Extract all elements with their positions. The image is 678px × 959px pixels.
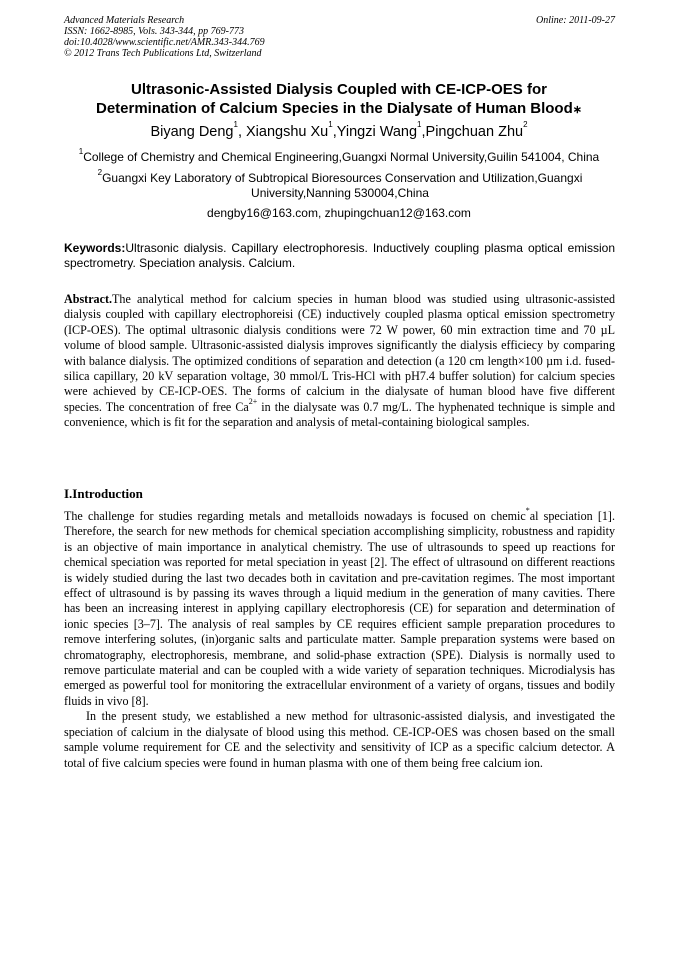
author-affiliation-sup: 1	[417, 120, 422, 129]
paragraph	[64, 506, 615, 709]
affiliation-text: College of Chemistry and Chemical Engineering,Guangxi Normal University,Guilin 541004, China	[83, 150, 600, 164]
keywords-text: Ultrasonic dialysis. Capillary electrophoresis. Inductively coupling plasma optical emission spectrometry. Speciation analysis. Calcium.	[64, 241, 615, 270]
journal-header	[64, 15, 615, 59]
author-affiliation-sup: 1	[328, 120, 333, 129]
abstract-section	[64, 292, 615, 431]
author-name: Xiangshu Xu	[246, 124, 329, 140]
affiliation-2	[70, 168, 610, 201]
abstract-text: The analytical method for calcium species in human blood was studied using ultrasonic-assisted dialysis coupled with capillary electrophoreisi (CE) inductively coupled plasma optical emission spectrometry (ICP-OES). The optimal ultrasonic dialysis conditions were 72 W power, 60 min extraction time and 70 µL volume of blood sample. Ultrasonic-assisted dialysis improves significantly the dialysis efficiecy by comparing with balance dialysis. The optimized conditions of separation and detection (a 120 cm length×100 µm i.d. fused-silica capillary, 20 kV separation voltage, 30 mmol/L Tris-HCl with pH7.4 buffer solution) for calcium species were achieved by CE-ICP-OES. The forms of calcium in the dialysate of human blood have five different species. The concentration of free Ca	[64, 292, 615, 414]
online-date: Online: 2011-09-27	[536, 15, 615, 26]
section-heading: I.Introduction	[64, 486, 143, 501]
keywords-section	[64, 241, 615, 271]
title-footnote-mark: ∗	[572, 104, 582, 116]
affiliation-1	[40, 147, 638, 165]
journal-name: Advanced Materials Research	[64, 15, 185, 26]
paragraph-text: The challenge for studies regarding metals and metalloids nowadays is focused on chemic	[64, 509, 526, 523]
doi-line: doi:10.4028/www.scientific.net/AMR.343-344.769	[64, 37, 265, 48]
title-line-2-text: Determination of Calcium Species in the Dialysate of Human Blood	[96, 100, 573, 117]
affiliation-text: Guangxi Key Laboratory of Subtropical Bioresources Conservation and Utilization,Guangxi University,Nanning 530004,China	[102, 171, 583, 200]
author-separator: ,	[332, 124, 337, 140]
footnote-mark: *	[525, 506, 530, 515]
author-separator: ,	[421, 124, 426, 140]
author-list	[40, 120, 638, 141]
affiliation-number: 1	[78, 147, 84, 156]
keywords-label: Keywords:	[64, 241, 126, 255]
author-emails: dengby16@163.com, zhupingchuan12@163.com	[207, 206, 471, 220]
author-name: Pingchuan Zhu	[425, 124, 524, 140]
author-name: Yingzi Wang	[336, 124, 418, 140]
abstract-text-continued: in the dialysate was 0.7 mg/L. The hyphenated technique is simple and convenience, which is fit for the separation and analysis of metal-containing biological samples.	[64, 399, 615, 430]
ion-charge-sup: 2+	[248, 396, 258, 406]
author-separator: ,	[237, 124, 246, 140]
abstract-label: Abstract.	[64, 292, 113, 306]
introduction-body	[64, 506, 615, 771]
affiliation-number: 2	[97, 168, 103, 177]
paragraph-text-continued: al speciation [1]. Therefore, the search for new methods for chemical speciation accomplishing simplicity, robustness and rapidity is an objective of main importance in analytical chemistry. The use of ultrasounds to speed up reactions for chemical speciation was reported for metal speciation in yeast [2]. The effect of ultrasound on different reactions is widely studied during the last two decades both in cavitation and pre-cavitation regimes. The most important effect of ultrasound is by passing its waves through a liquid medium in the generation of many cavities. There has been an increasing interest in applying capillary electrophoresis (CE) for separation and determination of ionic species [3–7]. The analysis of real samples by CE requires efficient sample preparation procedures to remove interfering solutes, (in)organic salts and particulate matter. Sample preparation systems were based on chromatography, electrophoresis, membrane, and solid-phase extraction (SPE). Dialysis is normally used to remove particulate material and can be coupled with a wide variety of separation techniques. Microdialysis has emerged as powerful tool for monitoring the extracellular environment of a variety of organs, tissues and bodily fluids in vivo [8].	[64, 509, 615, 708]
author-affiliation-sup: 1	[233, 120, 238, 129]
paper-title	[40, 80, 638, 120]
title-line-2	[40, 99, 638, 120]
title-line-1: Ultrasonic-Assisted Dialysis Coupled with CE-ICP-OES for	[131, 81, 547, 98]
copyright-line: © 2012 Trans Tech Publications Ltd, Switzerland	[64, 48, 262, 59]
paragraph: In the present study, we established a new method for ultrasonic-assisted dialysis, and investigated the speciation of calcium in the dialysate of blood using this method. CE-ICP-OES was chosen based on the small sample volume requirement for CE and the selectivity and sensitivity of ICP as a specific calcium detector. A total of five calcium species were found in human plasma with one of them being free calcium ion.	[64, 709, 615, 770]
author-name: Biyang Deng	[150, 124, 234, 140]
author-affiliation-sup: 2	[523, 120, 528, 129]
issn-line: ISSN: 1662-8985, Vols. 343-344, pp 769-773	[64, 26, 244, 37]
